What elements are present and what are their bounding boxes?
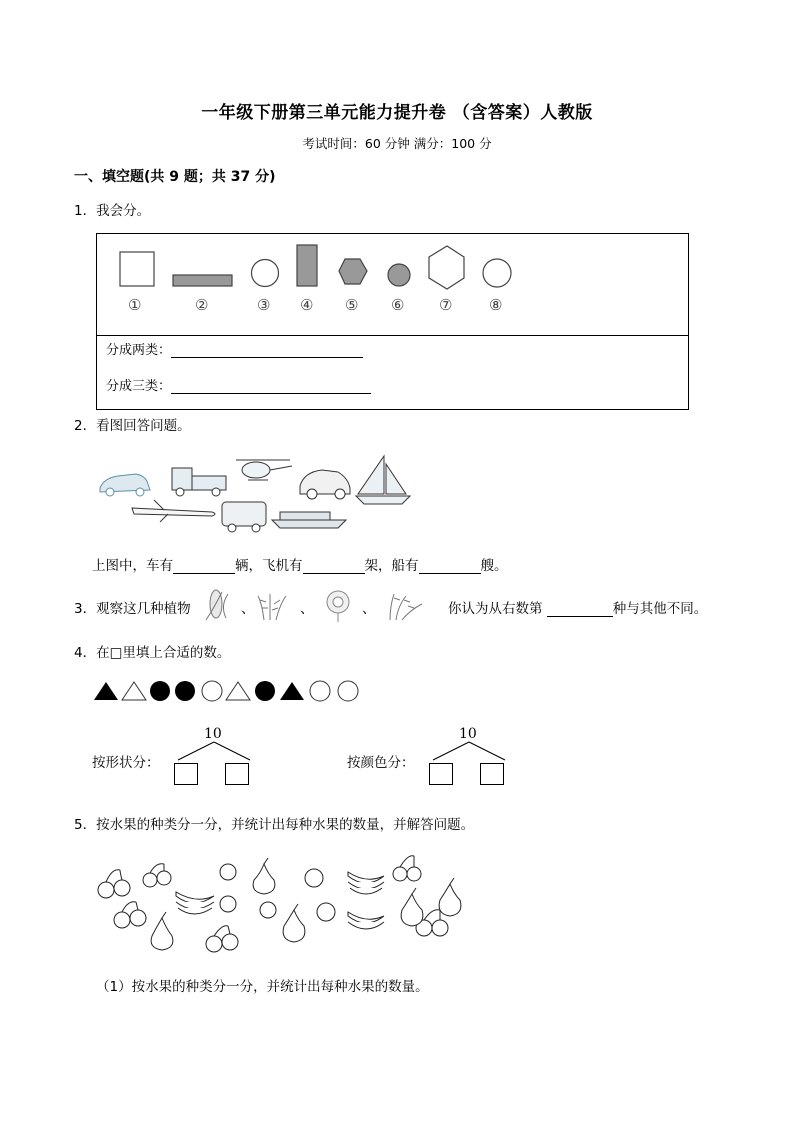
- orange-icon: [220, 864, 236, 880]
- question-2-answer-line: [92, 554, 508, 574]
- answer-box[interactable]: [429, 763, 453, 785]
- separator: 、: [241, 601, 255, 617]
- answer-line-two-groups: [106, 339, 363, 358]
- answer-box[interactable]: [174, 763, 198, 785]
- white-triangle: [122, 682, 146, 700]
- total-number-right: 10: [459, 726, 477, 742]
- shape-label: 按形状分：: [92, 755, 160, 771]
- separator: 、: [300, 601, 314, 617]
- shape-label: ①: [128, 296, 142, 314]
- question-3-answer-line: [448, 597, 707, 617]
- shape-label: ⑤: [345, 296, 359, 314]
- long-rectangle-shape: [173, 275, 232, 286]
- vehicles-picture: [94, 450, 414, 542]
- answer-text: 艘。: [480, 558, 508, 574]
- sub-question-1: （1）按水果的种类分一分，并统计出每种水果的数量。: [96, 979, 429, 995]
- question-number: 3．: [74, 601, 97, 617]
- question-number: 4．: [74, 645, 97, 661]
- answer-text: 上图中，车有: [92, 558, 173, 574]
- section-heading: 一、填空题(共 9 题；共 37 分): [74, 169, 276, 185]
- answer-text: 辆，飞机有: [235, 558, 303, 574]
- pear-icon: [401, 888, 423, 926]
- answer-line-three-groups: [106, 375, 371, 394]
- question-number: 5．: [74, 817, 97, 833]
- shape-label: ⑥: [391, 296, 405, 314]
- question-text: 我会分。: [96, 203, 151, 219]
- cherry-icon: [206, 926, 238, 952]
- shape-label: ②: [195, 296, 209, 314]
- black-triangle: [94, 682, 118, 700]
- color-label: 按颜色分：: [347, 755, 415, 771]
- banana-icon: [348, 912, 384, 929]
- exam-info: 考试时间：60 分钟 满分：100 分: [302, 136, 492, 151]
- split-branches-left: [172, 740, 256, 762]
- tall-rectangle-shape: [297, 245, 317, 286]
- corn-icon: [206, 590, 228, 620]
- question-3-intro: [74, 597, 191, 617]
- question-2: [74, 414, 191, 434]
- orange-icon: [220, 896, 236, 912]
- three-groups-label: 分成三类：: [106, 379, 172, 394]
- shape-label: ③: [257, 296, 271, 314]
- flower-icon: [327, 591, 349, 622]
- total-number-left: 10: [204, 726, 222, 742]
- rice-icon: [258, 594, 286, 620]
- pear-icon: [283, 904, 305, 942]
- answer-blank[interactable]: [171, 341, 363, 358]
- black-circle: [255, 681, 275, 701]
- shapes-figure: [96, 233, 689, 335]
- shape-label: ⑧: [489, 296, 503, 314]
- question-number: 2．: [74, 418, 97, 434]
- planes-blank[interactable]: [303, 559, 365, 574]
- white-circle: [202, 681, 222, 701]
- white-circle: [338, 681, 358, 701]
- cherry-icon: [114, 902, 146, 928]
- question-text: 你认为从右数第: [448, 601, 543, 617]
- pear-icon: [439, 878, 461, 916]
- pear-icon: [253, 858, 275, 894]
- question-text: 观察这几种植物: [96, 601, 191, 617]
- hexagon-shape: [429, 246, 464, 289]
- question-text: 种与其他不同。: [612, 601, 708, 617]
- black-circle: [150, 681, 170, 701]
- split-branches-right: [427, 740, 511, 762]
- black-circle: [175, 681, 195, 701]
- white-triangle: [226, 682, 250, 700]
- answer-blank[interactable]: [171, 377, 371, 394]
- cherry-icon: [393, 856, 421, 881]
- filled-hexagon-shape: [339, 259, 367, 284]
- question-text: 在□里填上合适的数。: [96, 645, 231, 661]
- banana-icon: [348, 872, 384, 894]
- pear-icon: [151, 912, 173, 950]
- answer-box[interactable]: [480, 763, 504, 785]
- page-title: 一年级下册第三单元能力提升卷 （含答案）人教版: [201, 103, 593, 123]
- cars-blank[interactable]: [173, 559, 235, 574]
- square-shape: [120, 252, 154, 286]
- orange-icon: [305, 869, 323, 887]
- cherry-icon: [143, 864, 171, 887]
- cherry-icon: [98, 870, 130, 898]
- two-groups-label: 分成两类：: [106, 343, 172, 358]
- wheat-icon: [390, 594, 422, 620]
- plant-position-blank[interactable]: [547, 602, 613, 617]
- shape-sequence: [90, 678, 370, 706]
- box-divider: [96, 335, 689, 336]
- answer-text: 架，船有: [364, 558, 419, 574]
- black-triangle: [280, 682, 304, 700]
- filled-circle-shape: [388, 264, 410, 286]
- question-5: [74, 813, 474, 833]
- orange-icon: [260, 902, 276, 918]
- shape-label: ④: [300, 296, 314, 314]
- question-text: 按水果的种类分一分，并统计出每种水果的数量，并解答问题。: [96, 817, 475, 833]
- answer-box[interactable]: [225, 763, 249, 785]
- white-circle: [310, 681, 330, 701]
- circle-shape: [252, 260, 279, 287]
- question-4: [74, 641, 230, 661]
- boats-blank[interactable]: [419, 559, 481, 574]
- shape-label: ⑦: [439, 296, 453, 314]
- fruits-picture: [94, 848, 474, 956]
- question-1: [74, 199, 150, 219]
- question-text: 看图回答问题。: [96, 418, 191, 434]
- separator: 、: [362, 601, 376, 617]
- circle-shape-large: [483, 259, 511, 287]
- plants-figure: [200, 586, 430, 624]
- banana-icon: [176, 892, 214, 914]
- orange-icon: [317, 903, 335, 921]
- question-number: 1．: [74, 203, 97, 219]
